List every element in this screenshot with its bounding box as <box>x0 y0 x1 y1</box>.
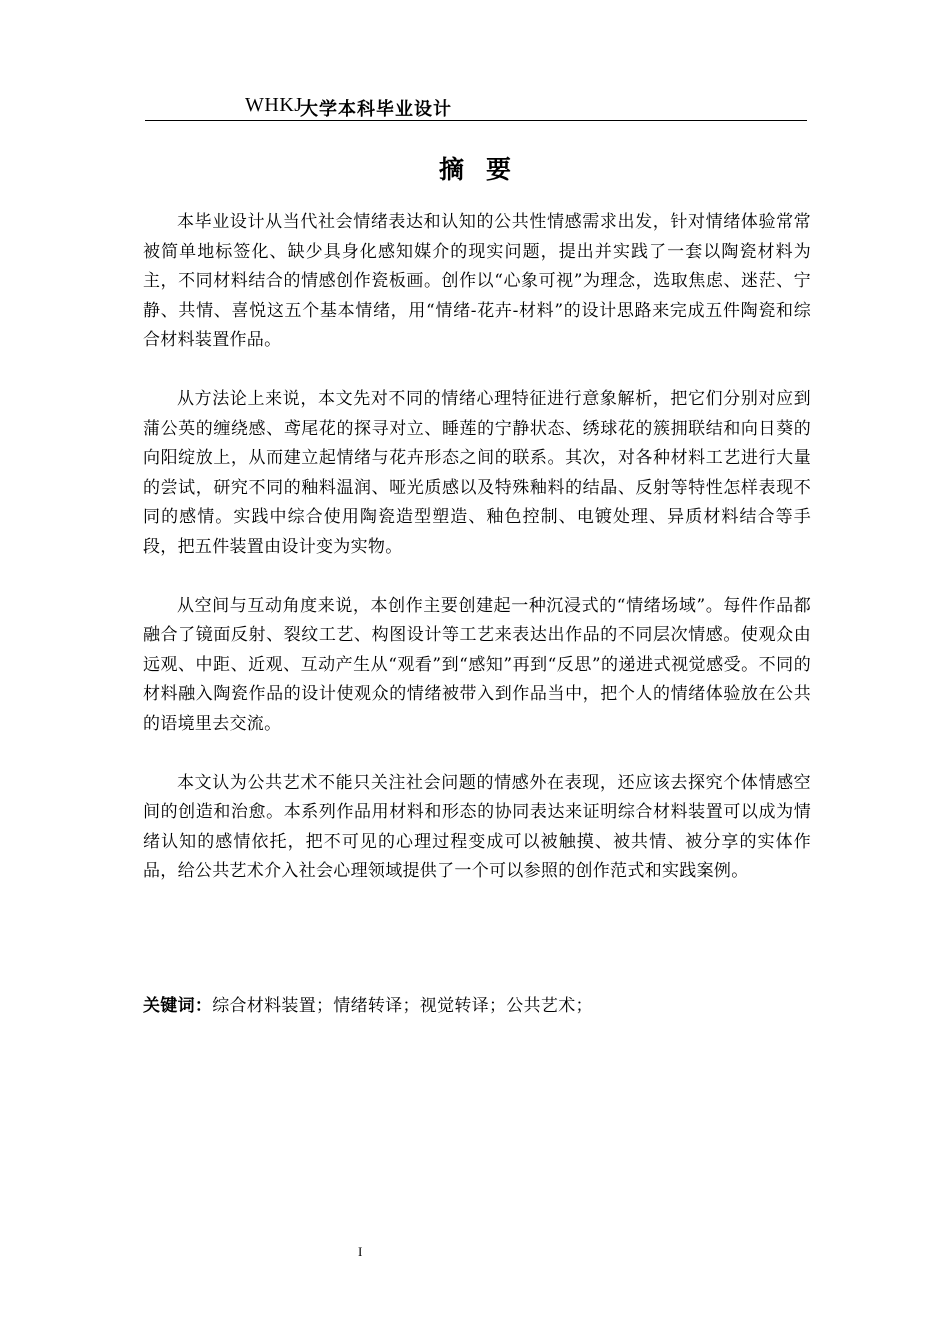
keywords-line <box>143 991 593 1021</box>
abstract-body <box>143 208 811 916</box>
abstract-paragraph: 从方法论上来说，本文先对不同的情绪心理特征进行意象解析，把它们分别对应到蒲公英的缠绕感、鸢尾花的探寻对立、睡莲的宁静状态、绣球花的簇拥联结和向日葵的向阳绽放上，从而建立起情绪与花卉形态之间的联系。其次，对各种材料工艺进行大量的尝试，研究不同的釉料温润、哑光质感以及特殊釉料的结晶、反射等特性怎样表现不同的感情。实践中综合使用陶瓷造型塑造、釉色控制、电镀处理、异质材料结合等手段，把五件装置由设计变为实物。 <box>143 388 811 557</box>
page-header <box>145 94 807 121</box>
keywords-label: 关键词： <box>143 996 213 1016</box>
keywords-value: 综合材料装置；情绪转译；视觉转译；公共艺术； <box>212 996 593 1016</box>
abstract-paragraph: 本文认为公共艺术不能只关注社会问题的情感外在表现，还应该去探究个体情感空间的创造和治愈。本系列作品用材料和形态的协同表达来证明综合材料装置可以成为情绪认知的感情依托，把不可见的心理过程变成可以被触摸、被共情、被分享的实体作品，给公共艺术介入社会心理领域提供了一个可以参照的创作范式和实践案例。 <box>143 772 811 882</box>
header-prefix: WHKJ <box>245 94 303 116</box>
abstract-paragraph: 从空间与互动角度来说，本创作主要创建起一种沉浸式的“情绪场域”。每件作品都融合了镜面反射、裂纹工艺、构图设计等工艺来表达出作品的不同层次情感。使观众由远观、中距、近观、互动产生从“观看”到“感知”再到“反思”的递进式视觉感受。不同的材料融入陶瓷作品的设计使观众的情绪被带入到作品当中，把个人的情绪体验放在公共的语境里去交流。 <box>143 595 811 734</box>
abstract-title: 摘要 <box>438 155 533 184</box>
page-number: I <box>358 1244 363 1259</box>
abstract-paragraph: 本毕业设计从当代社会情绪表达和认知的公共性情感需求出发，针对情绪体验常常被简单地标签化、缺少具身化感知媒介的现实问题，提出并实践了一套以陶瓷材料为主，不同材料结合的情感创作瓷板画。创作以“心象可视”为理念，选取焦虑、迷茫、宁静、共情、喜悦这五个基本情绪，用“情绪-花卉-材料”的设计思路来完成五件陶瓷和综合材料装置作品。 <box>143 212 811 351</box>
header-title: 大学本科毕业设计 <box>300 99 452 120</box>
